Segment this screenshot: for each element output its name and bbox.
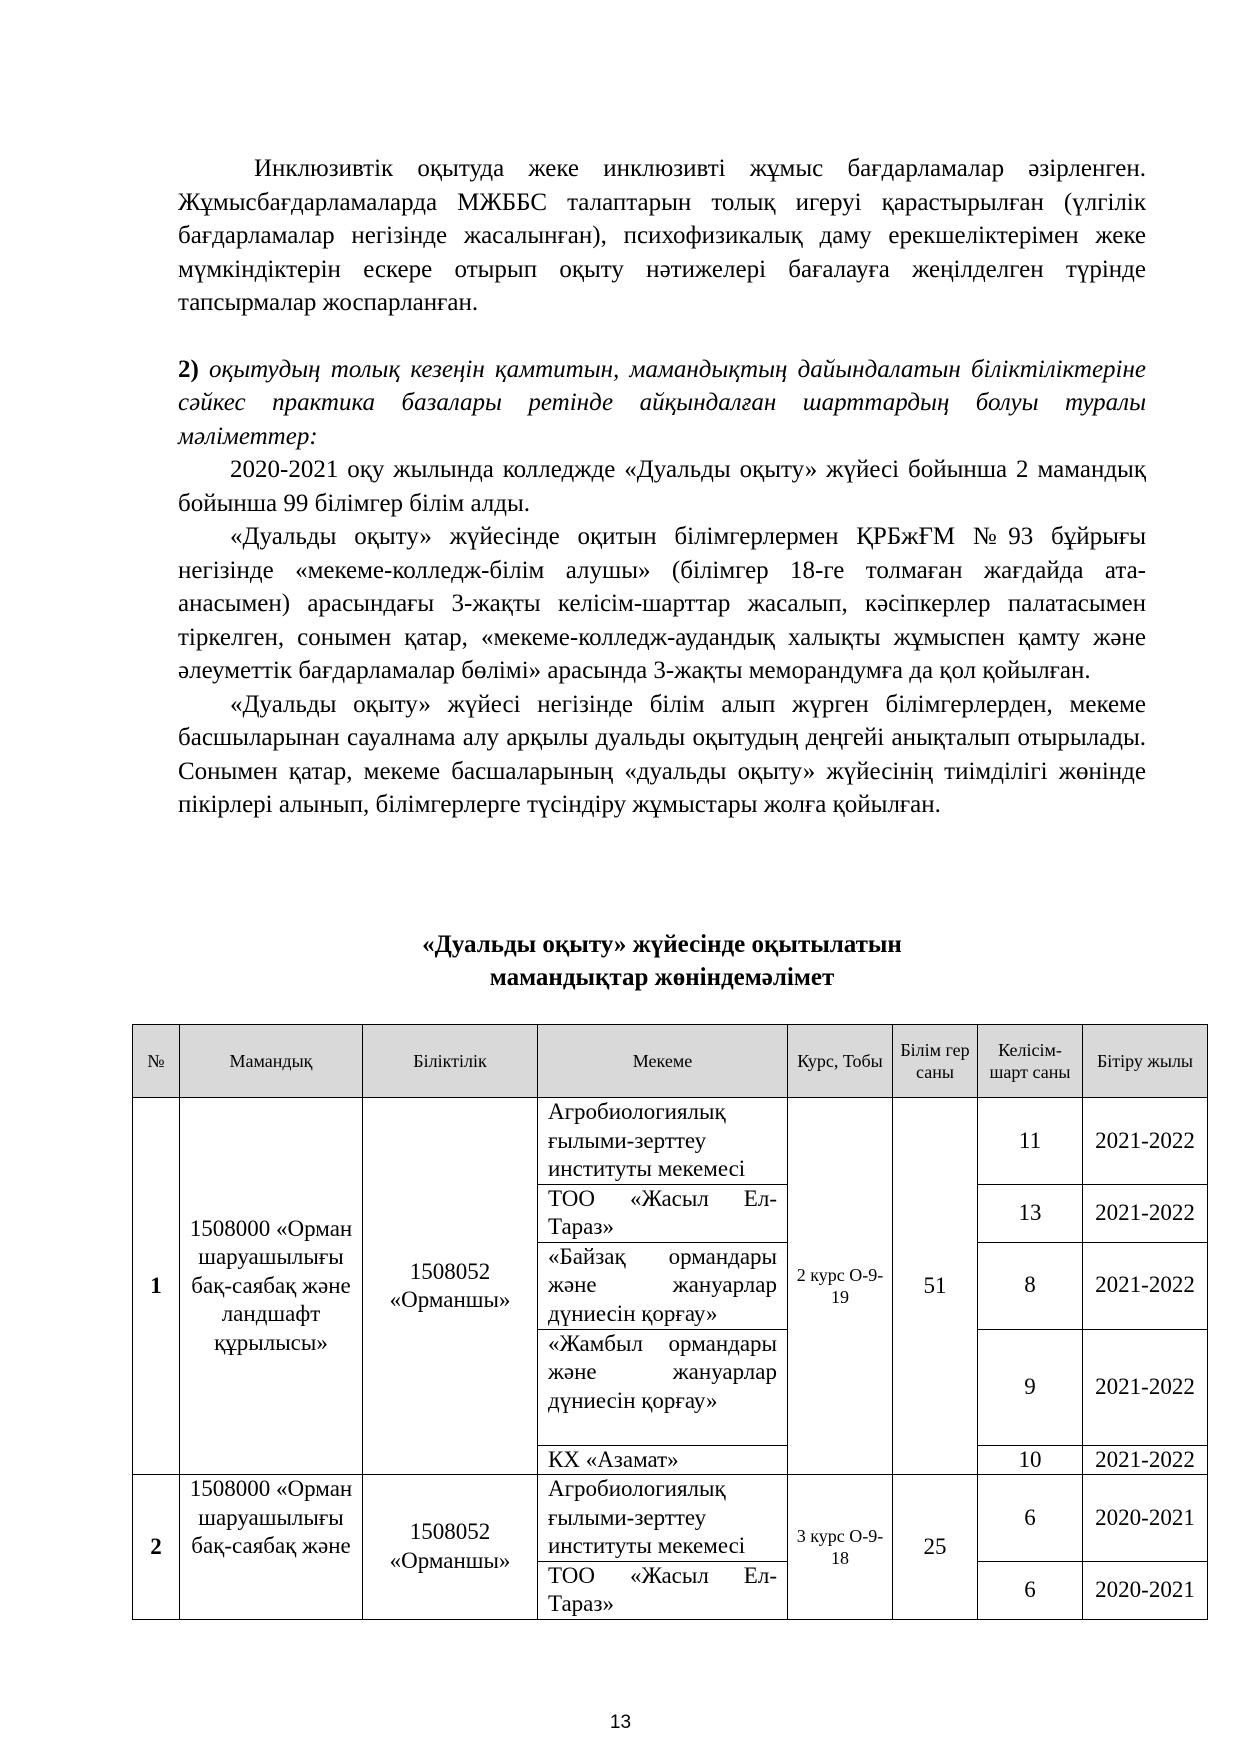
graduation-cell: 2021-2022 [1083,1445,1208,1475]
contracts-cell: 10 [978,1445,1083,1475]
contracts-cell: 6 [978,1475,1083,1562]
graduation-cell: 2021-2022 [1083,1184,1208,1242]
table-header-row [133,1025,1208,1098]
specialty-cell: 1508000 «Орман шаруашылығы бақ-саябақ және ландшафт құрылысы» [180,1098,363,1475]
header-graduation: Бітіру жылы [1083,1025,1208,1098]
dual-training-table [132,1024,1208,1620]
graduation-cell: 2021-2022 [1083,1329,1208,1445]
students-cell: 51 [893,1098,978,1475]
header-no: № [133,1025,180,1098]
table-row [133,1475,1208,1562]
organization-cell: Агробиологиялық ғылыми-зерттеу институты мекемесі [538,1098,788,1185]
body-text [178,152,1146,822]
section-2-heading-text: оқытудың толық кезеңін қамтитын, мамандықтың дайындалатын біліктіліктеріне сәйкес практика базалары ретінде айқындалған шарттардың болуы туралы мәліметтер: [178,355,1147,450]
graduation-cell: 2020-2021 [1083,1475,1208,1562]
students-cell: 25 [893,1475,978,1620]
header-contracts: Келісім- шарт саны [978,1025,1083,1098]
paragraph-contracts: «Дуальды оқыту» жүйесінде оқитын білімгерлермен ҚРБжҒМ №93 бұйрығы негізінде «мекеме-колледж-білім алушы» (білімгер 18-ге толмаған жағдайда ата-анасымен) арасындағы 3-жақты келісім-шарттар жасалып, кәсіпкерлер палатасымен тіркелген, сонымен қатар, «мекеме-колледж-аудандық халықты жұмыспен қамту және әлеуметтік бағдарламалар бөлімі» арасында 3-жақты меморандумға да қол қойылған. [178,523,1146,684]
contracts-cell: 11 [978,1098,1083,1185]
contracts-cell: 6 [978,1561,1083,1619]
organization-cell: Агробиологиялық ғылыми-зерттеу институты мекемесі [538,1475,788,1562]
organization-cell: ТОО «Жасыл Ел-Тараз» [538,1561,788,1619]
row-number: 1 [133,1098,180,1475]
header-course: Курс, Тобы [788,1025,893,1098]
header-qualification: Біліктілік [363,1025,538,1098]
graduation-cell: 2021-2022 [1083,1242,1208,1329]
contracts-cell: 9 [978,1329,1083,1445]
specialty-cell: 1508000 «Орман шаруашылығы бақ-саябақ және [180,1475,363,1620]
organization-cell: «Байзақ ормандары және жануарлар дүниесін қорғау» [538,1242,788,1329]
paragraph-survey: «Дуальды оқыту» жүйесі негізінде білім алып жүрген білімгерлерден, мекеме басшыларынан сауалнама алу арқылы дуальды оқытудың деңгейі анықталып отырылады. Сонымен қатар, мекеме басшаларының «дуальды оқыту» жүйесінің тиімділігі жөнінде пікірлері алынып, білімгерлерге түсіндіру жұмыстары жолға қойылған. [178,690,1146,818]
paragraph-inclusive: Инклюзивтік оқытуда жеке инклюзивті жұмыс бағдарламалар әзірленген. Жұмысбағдарламаларда МЖББС талаптарын толық игеруі қарастырылған (үлгілік бағдарламалар негізінде жасалынған), психофизикалық даму ерекшеліктерімен жеке мүмкіндіктерін ескере отырып оқыту нәтижелері бағалауға жеңілделген түрінде тапсырмалар жоспарланған. [178,155,1146,316]
course-cell: 3 курс О-9-18 [788,1475,893,1620]
header-organization: Мекеме [538,1025,788,1098]
paragraph-dual-students: 2020-2021 оқу жылында колледжде «Дуальды оқыту» жүйесі бойынша 2 мамандық бойынша 99 білімгер білім алды. [178,456,1146,517]
contracts-cell: 8 [978,1242,1083,1329]
organization-cell: «Жамбыл ормандары және жануарлар дүниесін қорғау» [538,1329,788,1445]
section-2-number: 2) [178,355,199,383]
page-number: 13 [609,1712,632,1733]
course-cell: 2 курс О-9-19 [788,1098,893,1475]
contracts-cell: 13 [978,1184,1083,1242]
section-2-heading [178,353,1146,454]
header-students: Білім гер саны [893,1025,978,1098]
header-specialty: Мамандық [180,1025,363,1098]
table-row [133,1098,1208,1185]
graduation-cell: 2021-2022 [1083,1098,1208,1185]
row-number: 2 [133,1475,180,1620]
qualification-cell: 1508052 «Орманшы» [363,1098,538,1475]
table-title-line1: «Дуальды оқыту» жүйесінде оқытылатын [422,931,902,958]
table-title [178,928,1146,994]
table-title-line2: мамандықтар жөніндемәлімет [489,964,835,991]
organization-cell: КХ «Азамат» [538,1445,788,1475]
organization-cell: ТОО «Жасыл Ел-Тараз» [538,1184,788,1242]
qualification-cell: 1508052 «Орманшы» [363,1475,538,1620]
graduation-cell: 2020-2021 [1083,1561,1208,1619]
